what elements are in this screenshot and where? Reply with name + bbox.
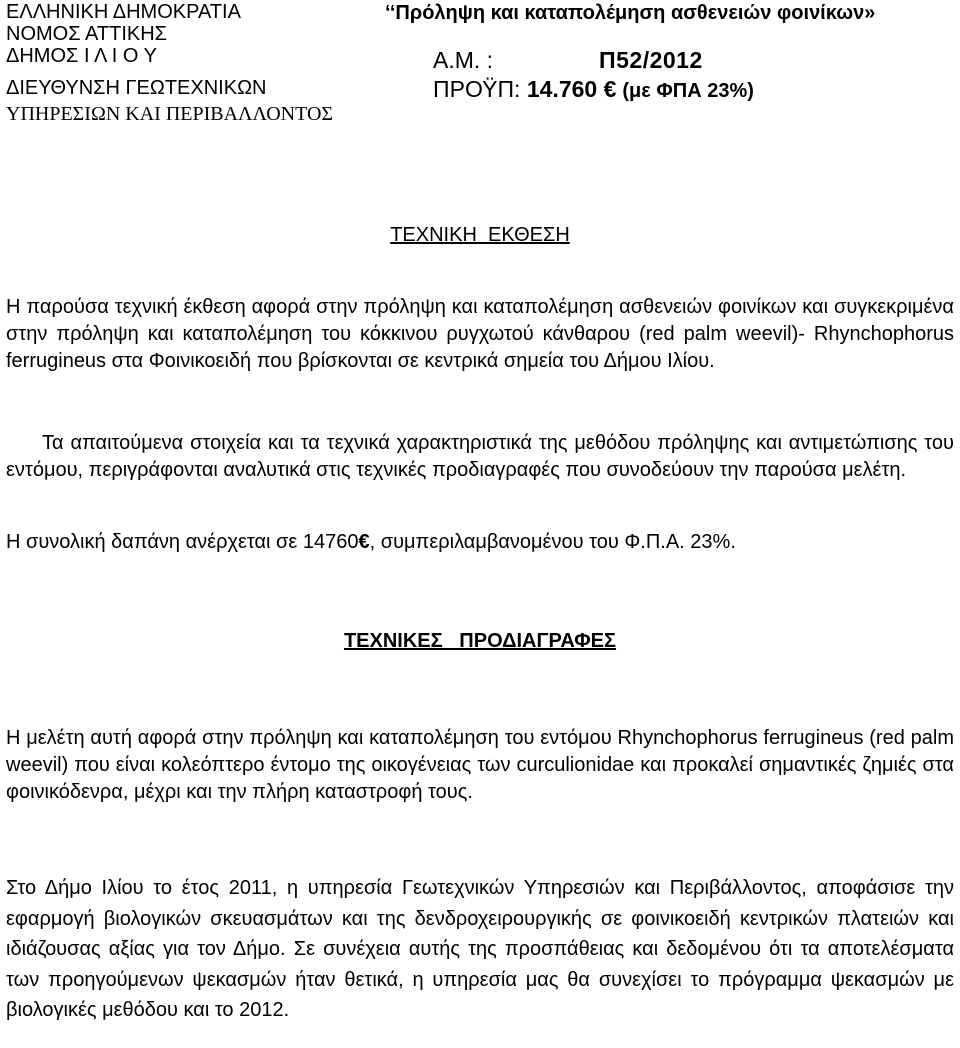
header-department: ΥΠΗΡΕΣΙΩΝ ΚΑΙ ΠΕΡΙΒΑΛΛΟΝΤΟΣ: [6, 103, 334, 125]
euro-icon: €: [603, 76, 617, 102]
registry-number: [433, 47, 703, 73]
total-cost-prefix: Η συνολική δαπάνη ανέρχεται σε 14760: [6, 531, 359, 553]
project-title: ‘‘Πρόληψη και καταπολέμηση ασθενειών φοινίκων»: [385, 2, 876, 24]
budget-line: [433, 77, 754, 103]
registry-number-value: Π52/2012: [599, 47, 703, 73]
report-paragraph-2: Τα απαιτούμενα στοιχεία και τα τεχνικά χαρακτηριστικά της μεθόδου πρόληψης και αντιμετώπισης του εντόμου, περιγράφονται αναλυτικά στις τεχνικές προδιαγραφές που συνοδεύουν την παρούσα μελέτη.: [6, 432, 954, 482]
specs-paragraph-1: Η μελέτη αυτή αφορά στην πρόληψη και καταπολέμηση του εντόμου Rhynchophorus ferrugineus (red palm weevil) που είναι κολεόπτερο έντομο της οικογένειας των curculionidae και προκαλεί σημαντικές ζημιές στα φοινικόδενρα, μέχρι και την πλήρη καταστροφή τους.: [6, 727, 954, 804]
header-country: ΕΛΛΗΝΙΚΗ ΔΗΜΟΚΡΑΤΙΑ: [6, 1, 241, 23]
budget-vat: (με ΦΠΑ 23%): [622, 80, 754, 102]
header-prefecture: ΝΟΜΟΣ ΑΤΤΙΚΗΣ: [6, 23, 168, 45]
budget-label: ΠΡΟΫΠ:: [433, 76, 527, 102]
technical-specs-heading: ΤΕΧΝΙΚΕΣ ΠΡΟΔΙΑΓΡΑΦΕΣ: [343, 630, 617, 652]
total-cost-line: [6, 529, 954, 556]
header-municipality: ΔΗΜΟΣ Ι Λ Ι Ο Υ: [6, 45, 157, 67]
registry-number-label: Α.Μ. :: [433, 47, 494, 73]
total-cost-suffix: , συμπεριλαμβανομένου του Φ.Π.Α. 23%.: [369, 531, 736, 553]
budget-amount: 14.760: [526, 76, 598, 102]
specs-paragraph-2: Στο Δήμο Ιλίου το έτος 2011, η υπηρεσία Γεωτεχνικών Υπηρεσιών και Περιβάλλοντος, αποφάσισε την εφαρμογή βιολογικών σκευασμάτων και της δενδροχειρουργικής σε φοινικοειδή κεντρικών πλατειών και ιδιάζουσας αξίας για τον Δήμο. Σε συνέχεια αυτής της προσπάθειας και δεδομένου ότι τα αποτελέσματα των προηγούμενων ψεκασμών ήταν θετικά, η υπηρεσία μας θα συνεχίσει το πρόγραμμα ψεκασμών με βιολογικές μεθόδου και το 2012.: [6, 877, 954, 1022]
technical-report-heading: ΤΕΧΝΙΚΗ ΕΚΘΕΣΗ: [390, 224, 570, 246]
report-paragraph-1: Η παρούσα τεχνική έκθεση αφορά στην πρόληψη και καταπολέμηση ασθενειών φοινίκων και συγκεκριμένα στην πρόληψη και καταπολέμηση του κόκκινου ρυγχωτού κάνθαρου (red palm weevil)- Rhynchophorus ferrugineus στα Φοινικοειδή που βρίσκονται σε κεντρικά σημεία του Δήμου Ιλίου.: [6, 296, 954, 373]
header-directorate: ΔΙΕΥΘΥΝΣΗ ΓΕΩΤΕΧΝΙΚΩΝ: [6, 77, 267, 99]
euro-icon: €: [358, 531, 370, 553]
